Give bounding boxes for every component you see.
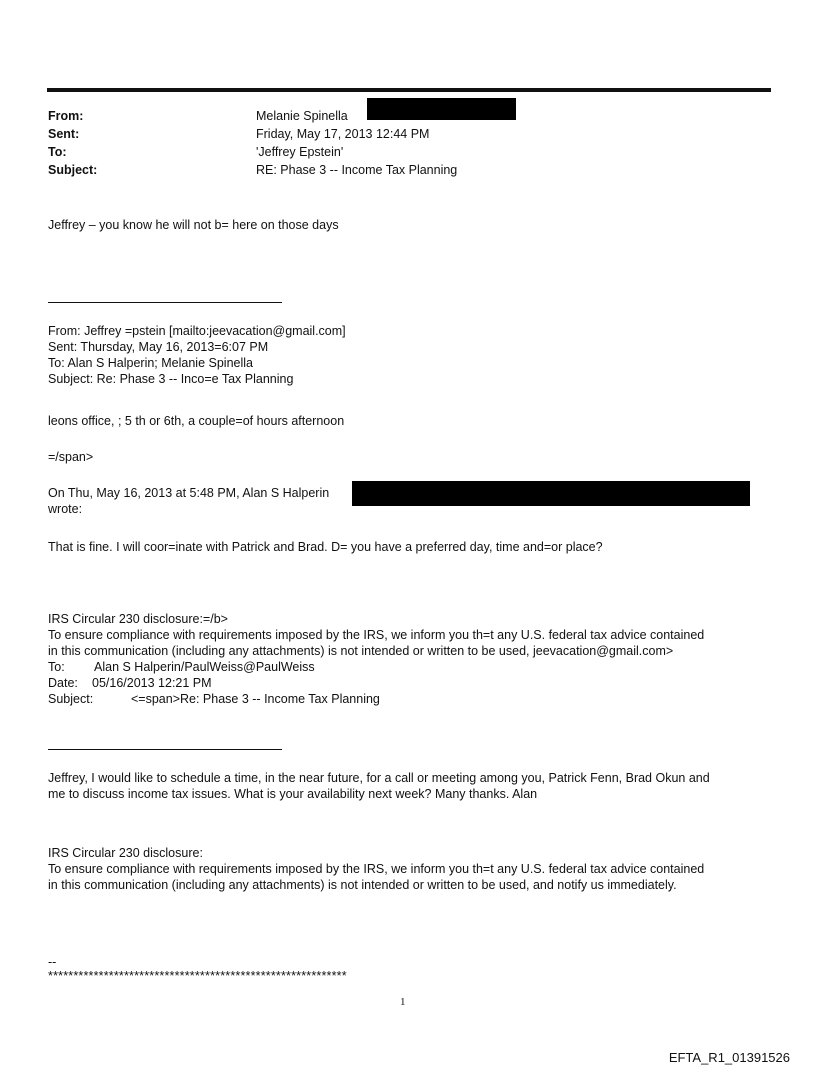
sent-value: Friday, May 17, 2013 12:44 PM <box>256 127 430 141</box>
quoted-body: leons office, ; 5 th or 6th, a couple=of hours afternoon <box>48 414 345 428</box>
forward-subject-line <box>48 691 704 707</box>
forward-date-label: Date: <box>48 676 78 690</box>
forward-subject-label: Subject: <box>48 692 94 706</box>
quoted-intro-line2: wrote: <box>48 502 83 516</box>
signature-stars: *********************************************************** <box>48 969 347 983</box>
quoted-from: From: Jeffrey =pstein [mailto:jeevacation@gmail.com] <box>48 324 346 338</box>
forward-to-label: To: <box>48 660 65 674</box>
disclosure-line: in this communication (including any attachments) is not intended or written to be used, jeevacation@gmail.com> <box>48 644 674 658</box>
quoted-to: To: Alan S Halperin; Melanie Spinella <box>48 356 253 370</box>
disclosure-title: IRS Circular 230 disclosure:=/b> <box>48 612 228 626</box>
to-label: To: <box>48 145 67 159</box>
signature-dashes: -- <box>48 955 57 969</box>
disclosure-block <box>48 611 704 707</box>
separator-line <box>48 749 282 750</box>
document-id: EFTA_R1_01391526 <box>668 1050 790 1065</box>
forward-date-value: 05/16/2013 12:21 PM <box>92 676 212 690</box>
to-value: 'Jeffrey Epstein' <box>256 145 344 159</box>
disclosure-line: To ensure compliance with requirements imposed by the IRS, we inform you th=t any U.S. federal tax advice contained <box>48 628 705 642</box>
disclosure-block <box>48 845 704 893</box>
redaction-box <box>367 98 516 120</box>
sent-label: Sent: <box>48 127 80 141</box>
reply-body: Jeffrey – you know he will not b= here on those days <box>48 218 339 232</box>
forward-to-line <box>48 659 704 675</box>
from-value: Melanie Spinella <box>256 109 348 123</box>
quoted-sent: Sent: Thursday, May 16, 2013=6:07 PM <box>48 340 269 354</box>
from-label: From: <box>48 109 84 123</box>
disclosure-line: in this communication (including any attachments) is not intended or written to be used, and notify us immediately. <box>48 878 677 892</box>
original-line: Jeffrey, I would like to schedule a time, in the near future, for a call or meeting among you, Patrick Fenn, Brad Okun and <box>48 771 710 785</box>
original-body <box>48 770 710 802</box>
quoted-intro-line1: On Thu, May 16, 2013 at 5:48 PM, Alan S Halperin <box>48 486 330 500</box>
quoted-header <box>48 323 346 387</box>
forward-to-value: Alan S Halperin/PaulWeiss@PaulWeiss <box>94 660 315 674</box>
original-line: me to discuss income tax issues. What is your availability next week? Many thanks. Alan <box>48 787 538 801</box>
quoted2-body: That is fine. I will coor=inate with Patrick and Brad. D= you have a preferred day, time and=or place? <box>48 540 603 554</box>
disclosure-title: IRS Circular 230 disclosure: <box>48 846 203 860</box>
subject-value: RE: Phase 3 -- Income Tax Planning <box>256 163 458 177</box>
quoted-intro <box>48 485 329 517</box>
span-artifact: =/span> <box>48 450 94 464</box>
disclosure-line: To ensure compliance with requirements imposed by the IRS, we inform you th=t any U.S. federal tax advice contained <box>48 862 705 876</box>
forward-subject-value: <=span>Re: Phase 3 -- Income Tax Planning <box>131 692 380 706</box>
quoted-subject: Subject: Re: Phase 3 -- Inco=e Tax Planning <box>48 372 294 386</box>
separator-line <box>48 302 282 303</box>
redaction-box <box>352 481 750 506</box>
subject-label: Subject: <box>48 163 98 177</box>
header-rule <box>47 88 771 92</box>
forward-date-line <box>48 675 704 691</box>
page-number: 1 <box>400 996 406 1008</box>
